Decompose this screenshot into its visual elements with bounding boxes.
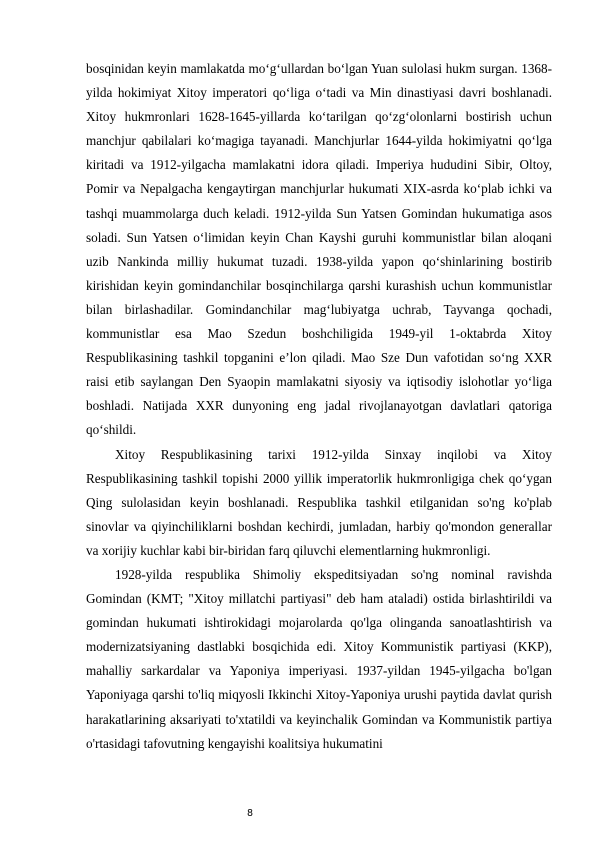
body-text (86, 57, 552, 756)
paragraph-3: 1928-yilda respublika Shimoliy ekspeditsiyadan so'ng nominal ravishda Gomindan (KMT; "Xitoy millatchi partiyasi" deb ham ataladi) ostida birlashtirildi va gomindan hukumati ishtirokidagi mojarolarda qo'lga olinganda sanoatlashtirish va modernizatsiyaning dastlabki bosqichida edi. Xitoy Kommunistik partiyasi (KKP), mahalliy sarkardalar va Yaponiya imperiyasi. 1937-yildan 1945-yilgacha bo'lgan Yaponiyaga qarshi to'liq miqyosli Ikkinchi Xitoy-Yaponiya urushi paytida davlat qurish harakatlarining aksariyati to'xtatildi va keyinchalik Gomindan va Kommunistik partiya o'rtasidagi tafovutning kengayishi koalitsiya hukumatini (86, 566, 552, 751)
paragraph-2: Xitoy Respublikasining tarixi 1912-yilda Sinxay inqilobi va Xitoy Respublikasining tashkil topishi 2000 yillik imperatorlik hukmronligiga chek qo‘ygan Qing sulolasidan keyin boshlanadi. Respublika tashkil etilganidan so'ng ko'plab sinovlar va qiyinchiliklarni boshdan kechirdi, jumladan, harbiy qo'mondon generallar va xorijiy kuchlar kabi bir-biridan farq qiluvchi elementlarning hukmronligi. (86, 446, 552, 558)
paragraph-1: bosqinidan keyin mamlakatda mo‘g‘ullardan bo‘lgan Yuan sulolasi hukm surgan. 1368-yilda hokimiyat Xitoy imperatori qo‘liga o‘tadi va Min dinastiyasi davri boshlanadi. Xitoy hukmronlari 1628-1645-yillarda ko‘tarilgan qo‘zg‘olonlarni bostirish uchun manchjur qabilalari ko‘magiga tayanadi. Manchjurlar 1644-yilda hokimiyatni qo‘lga kiritadi va 1912-yilgacha mamlakatni idora qiladi. Imperiya hududini Sibir, Oltoy, Pomir va Nepalgacha kengaytirgan manchjurlar hukumati XIX-asrda ko‘plab ichki va tashqi muammolarga duch keladi. 1912-yilda Sun Yatsen Gomindan hukumatiga asos soladi. Sun Yatsen o‘limidan keyin Chan Kayshi guruhi kommunistlar bilan aloqani uzib Nankinda milliy hukumat tuzadi. 1938-yilda yapon qo‘shinlarining bostirib kirishidan keyin gomindanchilar bosqinchilarga qarshi kurashish uchun kommunistlar bilan birlashadilar. Gomindanchilar mag‘lubiyatga uchrab, Tayvanga qochadi, kommunistlar esa Mao Szedun boshchiligida 1949-yil 1-oktabrda Xitoy Respublikasining tashkil topganini e’lon qiladi. Mao Sze Dun vafotidan so‘ng XXR raisi etib saylangan Den Syaopin mamlakatni siyosiy va iqtisodiy islohotlar yo‘liga boshladi. Natijada XXR dunyoning eng jadal rivojlanayotgan davlatlari qatoriga qo‘shildi. (86, 61, 552, 438)
page-number: 8 (246, 808, 254, 819)
